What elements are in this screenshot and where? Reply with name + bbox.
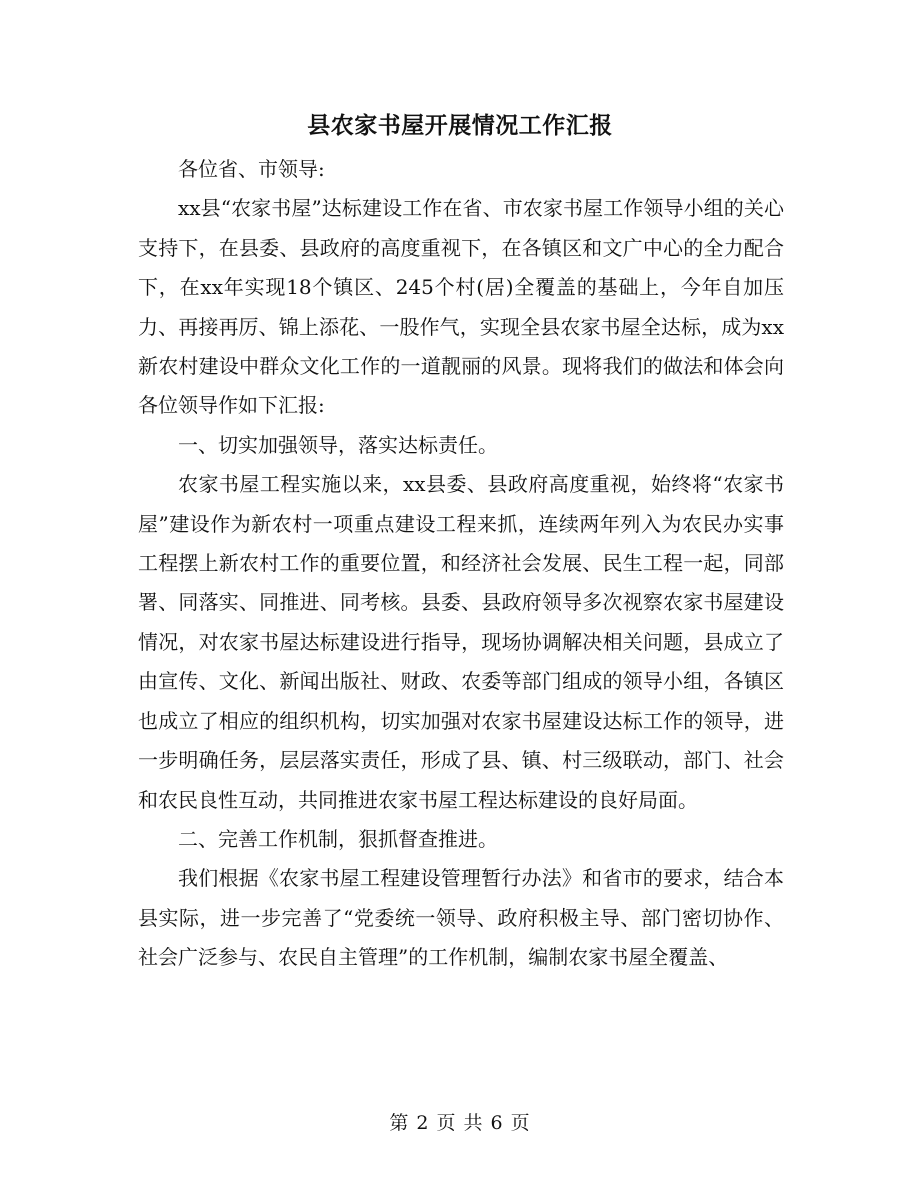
- intro-paragraph: xx县“农家书屋”达标建设工作在省、市农家书屋工作领导小组的关心支持下，在县委、县政府的高度重视下，在各镇区和文广中心的全力配合下，在xx年实现18个镇区、245个村(居)全覆盖的基础上，今年自加压力、再接再厉、锦上添花、一股作气，实现全县农家书屋全达标，成为xx新农村建设中群众文化工作的一道靓丽的风景。现将我们的做法和体会向各位领导作如下汇报:: [138, 196, 784, 418]
- section-2-paragraph: 我们根据《农家书屋工程建设管理暂行办法》和省市的要求，结合本县实际，进一步完善了“党委统一领导、政府积极主导、部门密切协作、社会广泛参与、农民自主管理”的工作机制，编制农家书屋全覆盖、: [138, 866, 784, 970]
- salutation: 各位省、市领导:: [178, 157, 325, 181]
- document-body: [138, 150, 784, 978]
- page-number-footer: 第 2 页 共 6 页: [389, 1112, 531, 1134]
- section-heading-1: 一、切实加强领导，落实达标责任。: [178, 432, 498, 457]
- section-1-paragraph: 农家书屋工程实施以来，xx县委、县政府高度重视，始终将“农家书屋”建设作为新农村一项重点建设工程来抓，连续两年列入为农民办实事工程摆上新农村工作的重要位置，和经济社会发展、民生工程一起，同部署、同落实、同推进、同考核。县委、县政府领导多次视察农家书屋建设情况，对农家书屋达标建设进行指导，现场协调解决相关问题，县成立了由宣传、文化、新闻出版社、财政、农委等部门组成的领导小组，各镇区也成立了相应的组织机构，切实加强对农家书屋建设达标工作的领导，进一步明确任务，层层落实责任，形成了县、镇、村三级联动，部门、社会和农民良性互动，共同推进农家书屋工程达标建设的良好局面。: [138, 472, 784, 812]
- section-heading-2: 二、完善工作机制，狠抓督查推进。: [178, 826, 498, 851]
- document-title: 县农家书屋开展情况工作汇报: [307, 112, 613, 139]
